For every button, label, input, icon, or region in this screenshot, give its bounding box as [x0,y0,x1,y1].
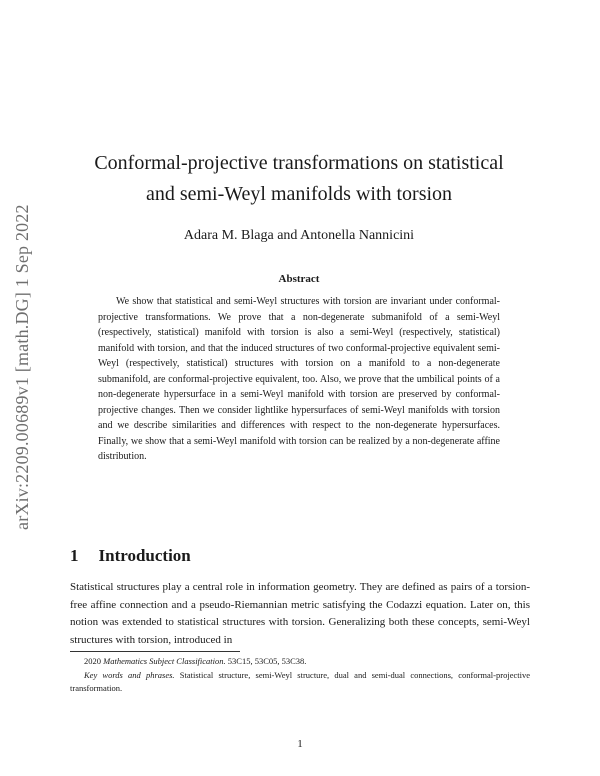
authors: Adara M. Blaga and Antonella Nannicini [183,228,415,243]
section-heading [70,546,191,566]
keywords-text: Statistical structure, semi-Weyl structure, dual and semi-dual connections, conformal-projective transformation. [70,669,530,693]
footnote-msc [70,655,530,669]
title-line-1: Conformal-projective transformations on statistical [94,152,504,174]
msc-year: 2020 [84,656,101,666]
intro-paragraph: Statistical structures play a central role in information geometry. They are defined as pairs of a torsion-free affine connection and a pseudo-Riemannian metric satisfying the Codazzi equation. Later on, this notion was extended to statistical structures with torsion. Generalizing both these concepts, semi-Weyl structures with torsion, introduced in [70,581,530,646]
section-number: 1 [70,546,79,565]
paper-title [60,148,538,210]
abstract-heading: Abstract [278,273,320,285]
title-line-2: and semi-Weyl manifolds with torsion [145,183,453,205]
footnote-rule [70,651,240,652]
section-title: Introduction [98,546,191,565]
abstract-text: We show that statistical and semi-Weyl structures with torsion are invariant under conformal-projective transformations. We prove that a non-degenerate submanifold of a semi-Weyl (respectively, statistical) manifold with torsion is also a semi-Weyl (respectively, statistical) manifold with torsion, and that the induced structures of two conformal-projective equivalent semi-Weyl (respectively, statistical) structures with torsion on a manifold to a non-degenerate submanifold, are conformal-projective equivalent, too. Also, we prove that the umbilical points of a non-degenerate hypersurface in a semi-Weyl manifold with torsion are preserved by conformal-projective changes. Then we consider lightlike hypersurfaces of semi-Weyl manifolds with torsion and we describe similarities and differences with respect to the non-degenerate hypersurfaces. Finally, we show that a semi-Weyl manifold with torsion can be realized by a non-degenerate affine distribution. [98,296,500,462]
arxiv-identifier: arXiv:2209.00689v1 [math.DG] 1 Sep 2022 [12,204,32,531]
keywords-label: Key words and phrases. [84,669,175,680]
footnote-keywords [70,669,530,696]
page-number: 1 [297,738,303,750]
msc-codes: 53C15, 53C05, 53C38. [227,656,307,666]
msc-label: Mathematics Subject Classification. [103,656,226,666]
footnotes [70,655,530,696]
